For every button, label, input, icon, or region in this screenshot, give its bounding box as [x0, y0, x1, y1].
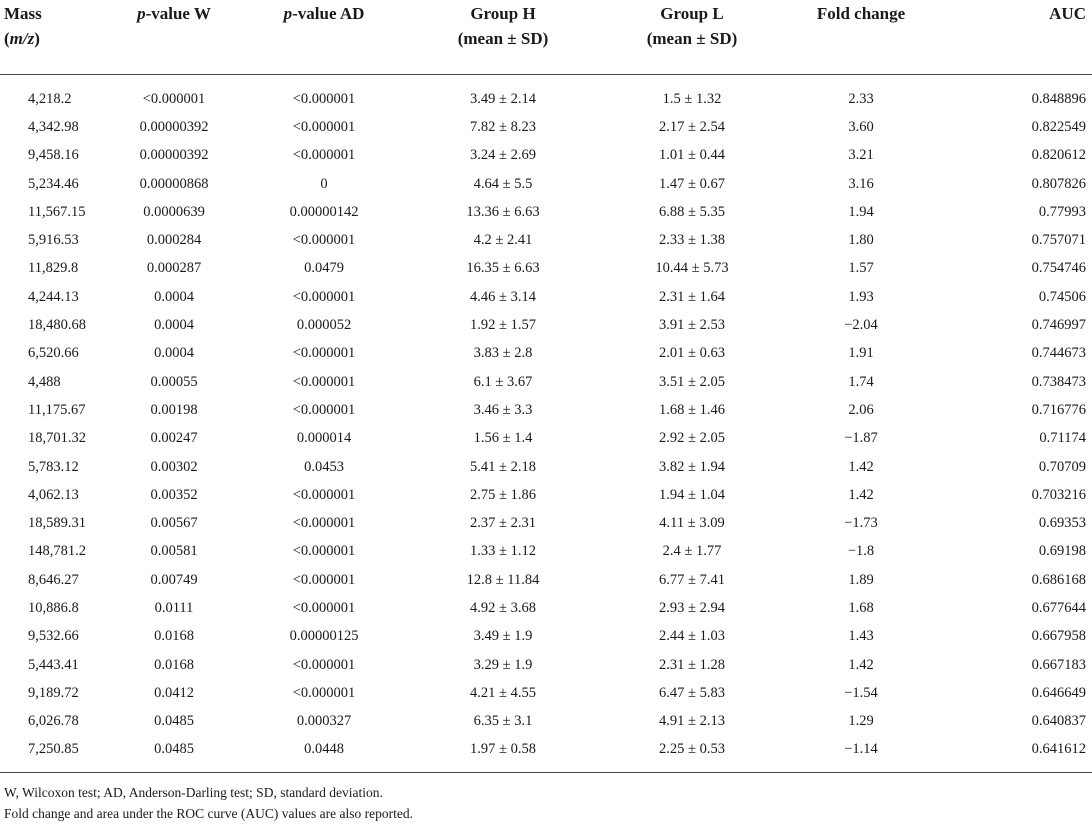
cell-auc: 0.74506 [1038, 288, 1086, 305]
cell-fold-change: 1.42 [848, 486, 874, 503]
header-p-value-ad: p-value AD [283, 4, 365, 23]
cell-auc: 0.686168 [1031, 571, 1086, 588]
cell-mass: 9,458.16 [28, 147, 79, 164]
cell-group-h: 1.97 ± 0.58 [470, 741, 536, 758]
cell-p-value-ad: <0.000001 [292, 486, 356, 503]
cell-p-value-w: 0.00581 [150, 543, 198, 560]
cell-group-h: 2.37 ± 2.31 [470, 515, 536, 532]
cell-group-l: 2.17 ± 2.54 [659, 118, 725, 135]
cell-group-h: 4.21 ± 4.55 [470, 684, 536, 701]
cell-auc: 0.667958 [1031, 628, 1086, 645]
cell-group-h: 1.92 ± 1.57 [470, 317, 536, 334]
cell-fold-change: 1.57 [848, 260, 874, 277]
table-row [0, 283, 1092, 311]
cell-fold-change: 1.80 [848, 232, 874, 249]
cell-group-l: 4.11 ± 3.09 [659, 515, 725, 532]
cell-group-h: 3.24 ± 2.69 [470, 147, 536, 164]
cell-group-l: 1.01 ± 0.44 [659, 147, 725, 164]
table-row [0, 538, 1092, 566]
table-row [0, 226, 1092, 254]
cell-mass: 5,443.41 [28, 656, 79, 673]
cell-group-h: 2.75 ± 1.86 [470, 486, 536, 503]
cell-fold-change: 1.29 [848, 713, 874, 730]
cell-group-l: 6.77 ± 7.41 [659, 571, 725, 588]
cell-auc: 0.667183 [1031, 656, 1086, 673]
cell-mass: 6,520.66 [28, 345, 79, 362]
cell-group-h: 13.36 ± 6.63 [466, 203, 540, 220]
footnote-note: Fold change and area under the ROC curve (AUC) values are also reported. [4, 806, 413, 821]
cell-group-l: 2.31 ± 1.64 [659, 288, 725, 305]
cell-group-h: 7.82 ± 8.23 [470, 118, 536, 135]
cell-mass: 4,342.98 [28, 118, 79, 135]
cell-group-h: 6.35 ± 3.1 [473, 713, 533, 730]
table-row [0, 198, 1092, 226]
cell-p-value-ad: <0.000001 [292, 147, 356, 164]
cell-p-value-ad: <0.000001 [292, 90, 356, 107]
header-fold-change: Fold change [816, 4, 906, 23]
cell-group-l: 2.93 ± 2.94 [659, 599, 725, 616]
cell-p-value-w: 0.00302 [150, 458, 198, 475]
cell-p-value-ad: <0.000001 [292, 288, 356, 305]
cell-p-value-ad: <0.000001 [292, 571, 356, 588]
table-row [0, 311, 1092, 339]
cell-fold-change: 2.33 [848, 90, 874, 107]
cell-group-h: 4.2 ± 2.41 [473, 232, 533, 249]
cell-p-value-w: 0.0485 [154, 713, 194, 730]
table-row [0, 170, 1092, 198]
cell-group-h: 12.8 ± 11.84 [466, 571, 540, 588]
cell-fold-change: 1.68 [848, 599, 874, 616]
cell-auc: 0.754746 [1031, 260, 1086, 277]
cell-mass: 11,175.67 [28, 401, 86, 418]
cell-group-l: 2.92 ± 2.05 [659, 430, 725, 447]
cell-p-value-ad: <0.000001 [292, 684, 356, 701]
cell-p-value-ad: <0.000001 [292, 656, 356, 673]
cell-p-value-w: 0.00749 [150, 571, 198, 588]
header-auc: AUC [1049, 4, 1086, 23]
table-footnotes [4, 782, 413, 824]
table-body [0, 85, 1092, 764]
cell-fold-change: 1.74 [848, 373, 874, 390]
cell-p-value-ad: 0.00000142 [289, 203, 359, 220]
cell-group-h: 3.46 ± 3.3 [473, 401, 533, 418]
cell-p-value-ad: <0.000001 [292, 401, 356, 418]
cell-auc: 0.848896 [1031, 90, 1086, 107]
table-row [0, 142, 1092, 170]
cell-fold-change: −1.73 [844, 515, 878, 532]
cell-mass: 7,250.85 [28, 741, 79, 758]
cell-fold-change: −1.8 [847, 543, 875, 560]
footnote-abbreviations: W, Wilcoxon test; AD, Anderson-Darling test; SD, standard deviation. [4, 785, 383, 800]
header-divider [0, 56, 1092, 75]
cell-auc: 0.746997 [1031, 317, 1086, 334]
cell-p-value-w: 0.00055 [150, 373, 198, 390]
header-group-h: Group H (mean ± SD) [457, 4, 549, 48]
table-row [0, 509, 1092, 537]
cell-p-value-w: 0.0485 [154, 741, 194, 758]
table-row [0, 453, 1092, 481]
cell-mass: 148,781.2 [28, 543, 86, 560]
cell-p-value-ad: 0 [320, 175, 328, 192]
cell-fold-change: −2.04 [844, 317, 878, 334]
cell-group-h: 4.64 ± 5.5 [473, 175, 533, 192]
cell-fold-change: −1.14 [844, 741, 878, 758]
cell-fold-change: 1.89 [848, 571, 874, 588]
cell-p-value-w: 0.00000392 [139, 147, 209, 164]
cell-fold-change: 1.42 [848, 458, 874, 475]
cell-p-value-w: 0.00000392 [139, 118, 209, 135]
cell-mass: 18,701.32 [28, 430, 86, 447]
cell-p-value-w: 0.0168 [154, 656, 194, 673]
cell-fold-change: 1.42 [848, 656, 874, 673]
footer-divider [0, 764, 1092, 773]
cell-fold-change: 1.43 [848, 628, 874, 645]
cell-p-value-ad: 0.00000125 [289, 628, 359, 645]
cell-group-h: 1.56 ± 1.4 [473, 430, 533, 447]
cell-mass: 8,646.27 [28, 571, 79, 588]
cell-group-l: 3.82 ± 1.94 [659, 458, 725, 475]
cell-fold-change: −1.54 [844, 684, 878, 701]
cell-auc: 0.757071 [1031, 232, 1086, 249]
cell-p-value-ad: <0.000001 [292, 515, 356, 532]
cell-p-value-w: 0.0412 [154, 684, 194, 701]
cell-p-value-ad: 0.0448 [304, 741, 344, 758]
table-row [0, 594, 1092, 622]
cell-auc: 0.716776 [1031, 401, 1086, 418]
cell-auc: 0.807826 [1031, 175, 1086, 192]
cell-group-h: 16.35 ± 6.63 [466, 260, 540, 277]
cell-group-l: 2.01 ± 0.63 [659, 345, 725, 362]
table-row [0, 481, 1092, 509]
cell-mass: 5,234.46 [28, 175, 79, 192]
cell-mass: 5,783.12 [28, 458, 79, 475]
cell-group-l: 2.44 ± 1.03 [659, 628, 725, 645]
cell-p-value-w: 0.0000639 [143, 203, 205, 220]
cell-mass: 5,916.53 [28, 232, 79, 249]
cell-mass: 11,567.15 [28, 203, 86, 220]
cell-auc: 0.71174 [1039, 430, 1086, 447]
cell-auc: 0.69198 [1038, 543, 1086, 560]
table-row [0, 255, 1092, 283]
cell-fold-change: −1.87 [844, 430, 878, 447]
cell-p-value-w: 0.00000868 [139, 175, 209, 192]
cell-p-value-w: 0.00198 [150, 401, 198, 418]
cell-fold-change: 1.91 [848, 345, 874, 362]
cell-group-h: 4.46 ± 3.14 [470, 288, 536, 305]
cell-group-l: 2.25 ± 0.53 [659, 741, 725, 758]
cell-auc: 0.738473 [1031, 373, 1086, 390]
cell-mass: 6,026.78 [28, 713, 79, 730]
table-row [0, 368, 1092, 396]
cell-p-value-ad: <0.000001 [292, 599, 356, 616]
cell-mass: 4,062.13 [28, 486, 79, 503]
cell-mass: 10,886.8 [28, 599, 79, 616]
cell-p-value-ad: <0.000001 [292, 118, 356, 135]
cell-group-l: 6.47 ± 5.83 [659, 684, 725, 701]
cell-p-value-ad: 0.0479 [304, 260, 344, 277]
cell-group-l: 2.31 ± 1.28 [659, 656, 725, 673]
cell-auc: 0.640837 [1031, 713, 1086, 730]
table-row [0, 396, 1092, 424]
table-row [0, 566, 1092, 594]
cell-fold-change: 1.93 [848, 288, 874, 305]
cell-group-h: 1.33 ± 1.12 [470, 543, 536, 560]
cell-p-value-ad: 0.000014 [296, 430, 352, 447]
table-row [0, 651, 1092, 679]
cell-p-value-ad: <0.000001 [292, 543, 356, 560]
cell-p-value-w: 0.00352 [150, 486, 198, 503]
cell-group-l: 1.47 ± 0.67 [659, 175, 725, 192]
cell-auc: 0.70709 [1038, 458, 1086, 475]
cell-fold-change: 2.06 [848, 401, 874, 418]
cell-mass: 11,829.8 [28, 260, 79, 277]
cell-p-value-ad: 0.000327 [296, 713, 352, 730]
cell-p-value-w: 0.0004 [154, 317, 194, 334]
cell-auc: 0.744673 [1031, 345, 1086, 362]
table-header [0, 0, 1092, 85]
cell-group-h: 3.49 ± 2.14 [470, 90, 536, 107]
cell-group-l: 10.44 ± 5.73 [655, 260, 729, 277]
table-row [0, 708, 1092, 736]
cell-p-value-ad: <0.000001 [292, 232, 356, 249]
cell-p-value-w: 0.0168 [154, 628, 194, 645]
cell-mass: 9,532.66 [28, 628, 79, 645]
cell-p-value-w: 0.000284 [146, 232, 202, 249]
table-row [0, 736, 1092, 764]
table-row [0, 85, 1092, 113]
cell-mass: 4,488 [28, 373, 61, 390]
cell-auc: 0.822549 [1031, 118, 1086, 135]
cell-group-h: 6.1 ± 3.67 [473, 373, 533, 390]
cell-p-value-ad: 0.0453 [304, 458, 344, 475]
cell-fold-change: 3.21 [848, 147, 874, 164]
cell-auc: 0.641612 [1031, 741, 1086, 758]
cell-auc: 0.677644 [1031, 599, 1086, 616]
cell-mass: 4,218.2 [28, 90, 72, 107]
cell-mass: 4,244.13 [28, 288, 79, 305]
table-row [0, 340, 1092, 368]
cell-mass: 18,589.31 [28, 515, 86, 532]
header-p-value-w: p-value W [137, 4, 211, 23]
cell-group-h: 3.29 ± 1.9 [473, 656, 533, 673]
header-group-l: Group L (mean ± SD) [646, 4, 738, 48]
cell-group-l: 1.5 ± 1.32 [662, 90, 722, 107]
cell-p-value-ad: <0.000001 [292, 345, 356, 362]
table-row [0, 679, 1092, 707]
cell-p-value-ad: <0.000001 [292, 373, 356, 390]
cell-group-l: 1.68 ± 1.46 [659, 401, 725, 418]
cell-p-value-w: 0.0111 [154, 599, 194, 616]
table-row [0, 425, 1092, 453]
cell-group-h: 3.49 ± 1.9 [473, 628, 533, 645]
cell-p-value-w: <0.000001 [142, 90, 206, 107]
cell-group-l: 2.4 ± 1.77 [662, 543, 722, 560]
cell-auc: 0.703216 [1031, 486, 1086, 503]
cell-fold-change: 3.16 [848, 175, 874, 192]
cell-group-l: 6.88 ± 5.35 [659, 203, 725, 220]
cell-fold-change: 1.94 [848, 203, 874, 220]
table-row [0, 113, 1092, 141]
cell-p-value-w: 0.00247 [150, 430, 198, 447]
cell-mass: 18,480.68 [28, 317, 86, 334]
cell-group-l: 3.51 ± 2.05 [659, 373, 725, 390]
cell-p-value-w: 0.0004 [154, 345, 194, 362]
cell-p-value-w: 0.0004 [154, 288, 194, 305]
cell-auc: 0.646649 [1031, 684, 1086, 701]
cell-fold-change: 3.60 [848, 118, 874, 135]
cell-p-value-ad: 0.000052 [296, 317, 352, 334]
cell-auc: 0.77993 [1038, 203, 1086, 220]
cell-group-h: 3.83 ± 2.8 [473, 345, 533, 362]
cell-group-l: 2.33 ± 1.38 [659, 232, 725, 249]
cell-group-h: 5.41 ± 2.18 [470, 458, 536, 475]
cell-group-h: 4.92 ± 3.68 [470, 599, 536, 616]
cell-auc: 0.820612 [1031, 147, 1086, 164]
cell-group-l: 4.91 ± 2.13 [659, 713, 725, 730]
cell-p-value-w: 0.00567 [150, 515, 198, 532]
cell-group-l: 1.94 ± 1.04 [659, 486, 725, 503]
header-mass: Mass (m/z) [4, 4, 42, 48]
table-row [0, 623, 1092, 651]
cell-group-l: 3.91 ± 2.53 [659, 317, 725, 334]
cell-auc: 0.69353 [1038, 515, 1086, 532]
cell-p-value-w: 0.000287 [146, 260, 202, 277]
cell-mass: 9,189.72 [28, 684, 79, 701]
